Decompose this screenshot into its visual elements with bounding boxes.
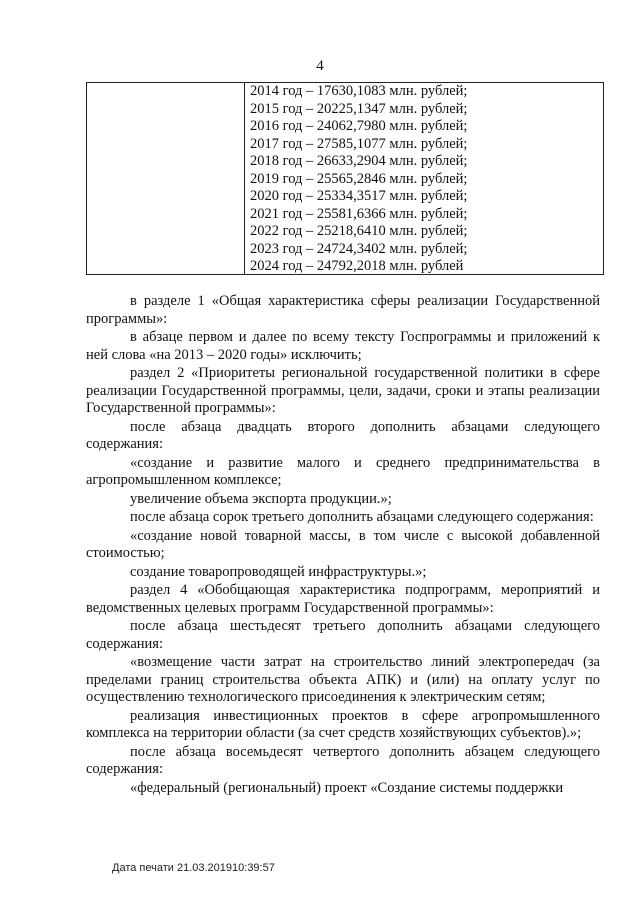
funding-rows: [250, 83, 467, 276]
funding-row-2022: 2022 год – 25218,6410 млн. рублей;: [250, 223, 468, 239]
print-date-footer: Дата печати 21.03.201910:39:57: [112, 862, 275, 874]
paragraph: «создание и развитие малого и среднего предпринимательства в агропромышленном комплексе;: [86, 454, 600, 488]
paragraph: «создание новой товарной массы, в том числе с высокой добавленной стоимостью;: [86, 527, 600, 561]
funding-table: [86, 82, 604, 275]
funding-row-2014: 2014 год – 17630,1083 млн. рублей;: [250, 83, 468, 99]
funding-row-2020: 2020 год – 25334,3517 млн. рублей;: [250, 188, 468, 204]
paragraph: раздел 4 «Обобщающая характеристика подпрограмм, мероприятий и ведомственных целевых программ Государственной программы»:: [86, 582, 600, 616]
paragraph: после абзаца шестьдесят третьего дополнить абзацами следующего содержания:: [86, 618, 600, 652]
paragraph: реализация инвестиционных проектов в сфере агропромышленного комплекса на территории области (за счет средств хозяйствующих субъектов).»;: [86, 707, 600, 741]
paragraph: после абзаца сорок третьего дополнить абзацами следующего содержания:: [130, 509, 594, 525]
funding-row-2021: 2021 год – 25581,6366 млн. рублей;: [250, 205, 468, 222]
paragraph: «федеральный (региональный) проект «Создание системы поддержки: [130, 779, 564, 796]
page-number: 4: [316, 58, 324, 74]
paragraph: «возмещение части затрат на строительство линий электропередач (за пределами границ строительства объекта АПК) и (или) на оплату услуг по осуществлению технологического присоединения к электрическим сетям;: [86, 654, 600, 705]
funding-row-2016: 2016 год – 24062,7980 млн. рублей;: [250, 118, 468, 134]
paragraph: создание товаропроводящей инфраструктуры.»;: [130, 563, 427, 580]
paragraph: после абзаца восемьдесят четвертого дополнить абзацем следующего содержания:: [86, 743, 600, 777]
document-body: [86, 293, 600, 798]
paragraph: увеличение объема экспорта продукции.»;: [130, 490, 392, 507]
table-column-divider: [244, 83, 245, 274]
funding-row-2017: 2017 год – 27585,1077 млн. рублей;: [250, 135, 468, 152]
paragraph: в разделе 1 «Общая характеристика сферы реализации Государственной программы»:: [86, 293, 600, 327]
funding-row-2018: 2018 год – 26633,2904 млн. рублей;: [250, 153, 468, 169]
funding-row-2019: 2019 год – 25565,2846 млн. рублей;: [250, 170, 468, 187]
paragraph: после абзаца двадцать второго дополнить абзацами следующего содержания:: [86, 418, 600, 452]
paragraph: в абзаце первом и далее по всему тексту Госпрограммы и приложений к ней слова «на 2013 – 2020 годы» исключить;: [86, 329, 600, 363]
funding-row-2023: 2023 год – 24724,3402 млн. рублей;: [250, 240, 468, 257]
paragraph: раздел 2 «Приоритеты региональной государственной политики в сфере реализации Государственной программы, цели, задачи, сроки и этапы реализации Государственной программы»:: [86, 365, 600, 416]
funding-row-2015: 2015 год – 20225,1347 млн. рублей;: [250, 100, 468, 117]
funding-row-2024: 2024 год – 24792,2018 млн. рублей: [250, 258, 464, 274]
